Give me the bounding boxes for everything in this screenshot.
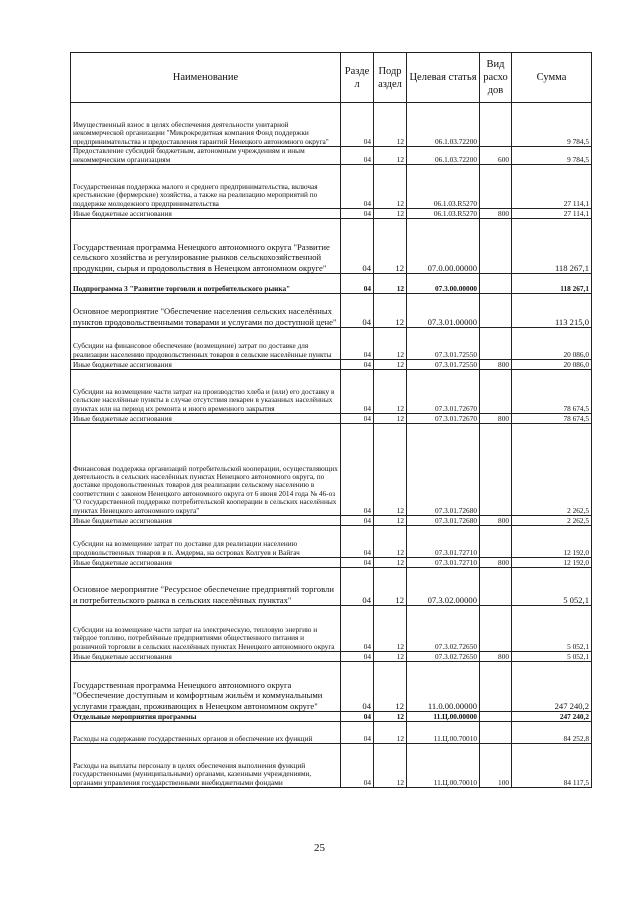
cell-target: 07.3.01.72680 [407,424,480,516]
cell-section: 04 [341,103,374,147]
table-row [71,424,592,516]
cell-section: 04 [341,662,374,712]
cell-section: 04 [341,712,374,722]
cell-amount: 5 052,1 [512,606,592,652]
table-row [71,165,592,209]
cell-section: 04 [341,360,374,370]
table-row [71,662,592,712]
cell-subsection: 12 [374,165,407,209]
cell-subsection: 12 [374,712,407,722]
cell-section: 04 [341,744,374,788]
cell-amount: 12 192,0 [512,526,592,558]
cell-amount: 5 052,1 [512,568,592,606]
cell-target: 06.1.03.72200 [407,103,480,147]
cell-section: 04 [341,568,374,606]
table-row [71,526,592,558]
cell-type [480,165,512,209]
table-row [71,209,592,219]
header-section: Разде л [341,53,374,103]
table-row [71,294,592,328]
table-row [71,744,592,788]
cell-name: Государственная программа Ненецкого автономного округа "Обеспечение доступным и комфортным жильём и коммунальными услугами граждан, проживающих в Ненецком автономном округе" [71,662,341,712]
cell-section: 04 [341,722,374,744]
cell-section: 04 [341,424,374,516]
cell-subsection: 12 [374,652,407,662]
cell-target: 07.3.01.72710 [407,558,480,568]
cell-amount: 9 784,5 [512,147,592,165]
cell-subsection: 12 [374,328,407,360]
cell-amount: 20 086,0 [512,360,592,370]
cell-name: Имущественный взнос в целях обеспечения деятельности унитарной некоммерческой организации "Микрокредитная компания Фонд поддержки предпринимательства и предоставления гарантий Ненецкого автономного округа" [71,103,341,147]
cell-amount: 2 262,5 [512,516,592,526]
cell-name: Субсидии на возмещение затрат по доставке для реализации населению продовольственных товаров в п. Амдерма, на островах Колгуев и Вайгач [71,526,341,558]
cell-type [480,424,512,516]
cell-type [480,274,512,294]
cell-section: 04 [341,526,374,558]
cell-name: Отдельные мероприятия программы [71,712,341,722]
cell-name: Государственная поддержка малого и среднего предпринимательства, включая крестьянские (фермерские) хозяйства, а также на реализацию мероприятий по поддержке молодежного предпринимательства [71,165,341,209]
cell-amount: 118 267,1 [512,219,592,274]
table-row [71,103,592,147]
cell-section: 04 [341,652,374,662]
cell-type [480,219,512,274]
cell-name: Иные бюджетные ассигнования [71,414,341,424]
header-subsection: Подр аздел [374,53,407,103]
cell-amount: 118 267,1 [512,274,592,294]
cell-target: 07.3.01.00000 [407,294,480,328]
header-target: Целевая статья [407,53,480,103]
header-name: Наименование [71,53,341,103]
cell-target: 06.1.03.72200 [407,147,480,165]
cell-subsection: 12 [374,370,407,414]
cell-subsection: 12 [374,219,407,274]
cell-target: 07.3.01.72680 [407,516,480,526]
cell-target: 07.3.01.72670 [407,370,480,414]
table-row [71,652,592,662]
cell-type [480,328,512,360]
cell-target: 11.Ц.00.00000 [407,712,480,722]
cell-amount: 84 252,8 [512,722,592,744]
table-row [71,328,592,360]
cell-type [480,370,512,414]
cell-type [480,526,512,558]
cell-type: 800 [480,652,512,662]
cell-section: 04 [341,219,374,274]
cell-name: Государственная программа Ненецкого автономного округа "Развитие сельского хозяйства и регулирование рынков сельскохозяйственной продукции, сырья и продовольствия в Ненецком автономном округе" [71,219,341,274]
cell-subsection: 12 [374,424,407,516]
table-row [71,370,592,414]
table-row [71,558,592,568]
cell-section: 04 [341,165,374,209]
cell-amount: 78 674,5 [512,370,592,414]
table-header-row [71,53,592,103]
cell-amount: 247 240,2 [512,662,592,712]
cell-target: 11.0.00.00000 [407,662,480,712]
cell-subsection: 12 [374,526,407,558]
cell-type [480,294,512,328]
cell-type: 800 [480,414,512,424]
table-row [71,712,592,722]
cell-type [480,568,512,606]
cell-amount: 27 114,1 [512,165,592,209]
cell-type: 800 [480,360,512,370]
cell-type [480,662,512,712]
cell-target: 07.3.01.72550 [407,360,480,370]
cell-name: Субсидии на возмещение части затрат на производство хлеба и (или) его доставку в сельские населённые пункты в случае отсутствия пекарен в указанных населённых пунктах или на период их ремонта и иного временного закрытия [71,370,341,414]
cell-subsection: 12 [374,209,407,219]
cell-name: Субсидии на финансовое обеспечение (возмещение) затрат по доставке для реализации населению продовольственных товаров в сельские населённые пункты [71,328,341,360]
cell-target: 07.3.01.72670 [407,414,480,424]
header-amount: Сумма [512,53,592,103]
cell-name: Расходы на содержание государственных органов и обеспечение их функций [71,722,341,744]
cell-type: 800 [480,558,512,568]
cell-subsection: 12 [374,744,407,788]
cell-name: Подпрограмма 3 "Развитие торговли и потребительского рынка" [71,274,341,294]
cell-name: Иные бюджетные ассигнования [71,652,341,662]
cell-section: 04 [341,558,374,568]
cell-section: 04 [341,414,374,424]
cell-type: 100 [480,744,512,788]
table-row [71,219,592,274]
cell-amount: 20 086,0 [512,328,592,360]
cell-target: 07.3.00.00000 [407,274,480,294]
cell-subsection: 12 [374,414,407,424]
cell-target: 07.0.00.00000 [407,219,480,274]
cell-subsection: 12 [374,516,407,526]
cell-type [480,103,512,147]
cell-subsection: 12 [374,722,407,744]
cell-section: 04 [341,606,374,652]
cell-amount: 5 052,1 [512,652,592,662]
cell-type: 600 [480,147,512,165]
cell-section: 04 [341,147,374,165]
cell-subsection: 12 [374,103,407,147]
cell-target: 07.3.02.72650 [407,606,480,652]
budget-table [70,52,592,788]
cell-section: 04 [341,274,374,294]
cell-amount: 247 240,2 [512,712,592,722]
cell-target: 06.1.03.R5270 [407,209,480,219]
table-row [71,568,592,606]
cell-target: 07.3.01.72710 [407,526,480,558]
cell-target: 11.Ц.00.70010 [407,744,480,788]
cell-amount: 2 262,5 [512,424,592,516]
cell-target: 11.Ц.00.70010 [407,722,480,744]
cell-type [480,712,512,722]
cell-name: Иные бюджетные ассигнования [71,516,341,526]
cell-section: 04 [341,370,374,414]
table-row [71,414,592,424]
cell-target: 07.3.02.00000 [407,568,480,606]
cell-amount: 84 117,5 [512,744,592,788]
cell-name: Финансовая поддержка организаций потребительской кооперации, осуществляющих деятельность в сельских населённых пунктах Ненецкого автономного округа, по доставке продовольственных товаров для реализации сельскому населению в соответствии с законом Ненецкого автономного округа от 6 июня 2014 года № 46-оз "О государственной поддержке потребительской кооперации в сельских населённых пунктах Ненецкого автономного округа" [71,424,341,516]
cell-name: Иные бюджетные ассигнования [71,360,341,370]
cell-type: 800 [480,209,512,219]
cell-name: Расходы на выплаты персоналу в целях обеспечения выполнения функций государственными (муниципальными) органами, казенными учреждениями, органами управления государственными внебюджетными фондами [71,744,341,788]
table-row [71,722,592,744]
table-row [71,360,592,370]
cell-name: Субсидии на возмещение части затрат на электрическую, тепловую энергию и твёрдое топливо, потреблённые предприятиями общественного питания и розничной торговли в сельских населённых пунктах Ненецкого автономного округа [71,606,341,652]
cell-subsection: 12 [374,662,407,712]
document-page [70,52,591,788]
cell-subsection: 12 [374,568,407,606]
page-number: 25 [314,842,325,854]
cell-section: 04 [341,209,374,219]
cell-subsection: 12 [374,274,407,294]
cell-target: 07.3.02.72650 [407,652,480,662]
cell-subsection: 12 [374,606,407,652]
table-row [71,606,592,652]
cell-section: 04 [341,294,374,328]
cell-name: Иные бюджетные ассигнования [71,558,341,568]
cell-subsection: 12 [374,558,407,568]
cell-amount: 12 192,0 [512,558,592,568]
cell-subsection: 12 [374,360,407,370]
cell-amount: 78 674,5 [512,414,592,424]
table-row [71,516,592,526]
table-row [71,147,592,165]
cell-name: Основное мероприятие "Ресурсное обеспечение предприятий торговли и потребительского рынка в сельских населённых пунктах" [71,568,341,606]
cell-target: 07.3.01.72550 [407,328,480,360]
cell-name: Основное мероприятие "Обеспечение населения сельских населённых пунктов продовольственными товарами и услугами по доступной цене" [71,294,341,328]
table-body [71,103,592,788]
cell-target: 06.1.03.R5270 [407,165,480,209]
cell-type: 800 [480,516,512,526]
cell-subsection: 12 [374,294,407,328]
cell-name: Иные бюджетные ассигнования [71,209,341,219]
cell-type [480,722,512,744]
cell-subsection: 12 [374,147,407,165]
cell-section: 04 [341,328,374,360]
table-row [71,274,592,294]
cell-amount: 113 215,0 [512,294,592,328]
cell-amount: 9 784,5 [512,103,592,147]
cell-type [480,606,512,652]
cell-name: Предоставление субсидий бюджетным, автономным учреждениям и иным некоммерческим организациям [71,147,341,165]
header-type: Вид расхо дов [480,53,512,103]
cell-section: 04 [341,516,374,526]
cell-amount: 27 114,1 [512,209,592,219]
